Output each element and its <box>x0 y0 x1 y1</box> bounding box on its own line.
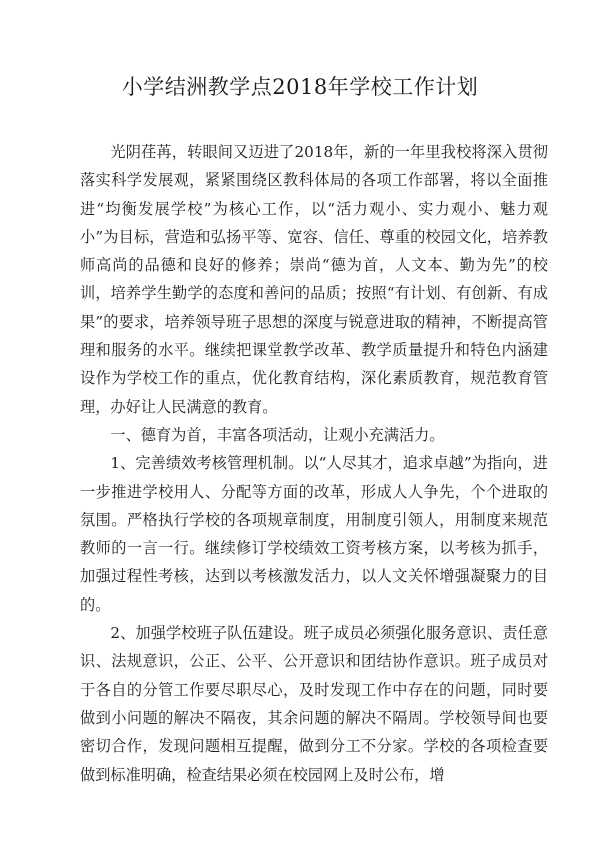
document-title: 小学结洲教学点2018年学校工作计划 <box>121 75 479 99</box>
paragraph-leadership-team: 2、加强学校班子队伍建设。班子成员必须强化服务意识、责任意识、法规意识，公正、公平、公开意识和团结协作意识。班子成员对于各自的分管工作要尽职尽心，及时发现工作中存在的问题，同时要做到小问题的解决不隔夜，其余问题的解决不隔周。学校领导间也要密切合作，发现问题相互提醒，做到分工不分家。学校的各项检查要做到标准明确，检查结果必须在校园网上及时公布，增 <box>80 624 548 784</box>
paragraph-performance-assessment: 1、完善绩效考核管理机制。以“人尽其才，追求卓越”为指向，进一步推进学校用人、分配等方面的改革，形成人人争先，个个进取的氛围。严格执行学校的各项规章制度，用制度引领人，用制度来规范教师的一言一行。继续修订学校绩效工资考核方案，以考核为抓手，加强过程性考核，达到以考核激发活力，以人文关怀增强凝聚力的目的。 <box>80 454 548 614</box>
paragraph-intro: 光阴荏苒，转眼间又迈进了2018年，新的一年里我校将深入贯彻落实科学发展观，紧紧围绕区教科体局的各项工作部署，将以全面推进“均衡发展学校”为核心工作，以“活力观小、实力观小、魅力观小”为目标，营造和弘扬平等、宽容、信任、尊重的校园文化，培养教师高尚的品德和良好的修养；崇尚“德为首，人文本、勤为先”的校训，培养学生勤学的态度和善问的品质；按照“有计划、有创新、有成果”的要求，培养领导班子思想的深度与锐意进取的精神，不断提高管理和服务的水平。继续把课堂教学改革、教学质量提升和特色内涵建设作为学校工作的重点，优化教育结构，深化素质教育，规范教育管理，办好让人民满意的教育。 <box>80 143 548 416</box>
document-body <box>80 138 548 789</box>
section-heading-moral-education: 一、德育为首，丰富各项活动，让观小充满活力。 <box>110 425 445 444</box>
